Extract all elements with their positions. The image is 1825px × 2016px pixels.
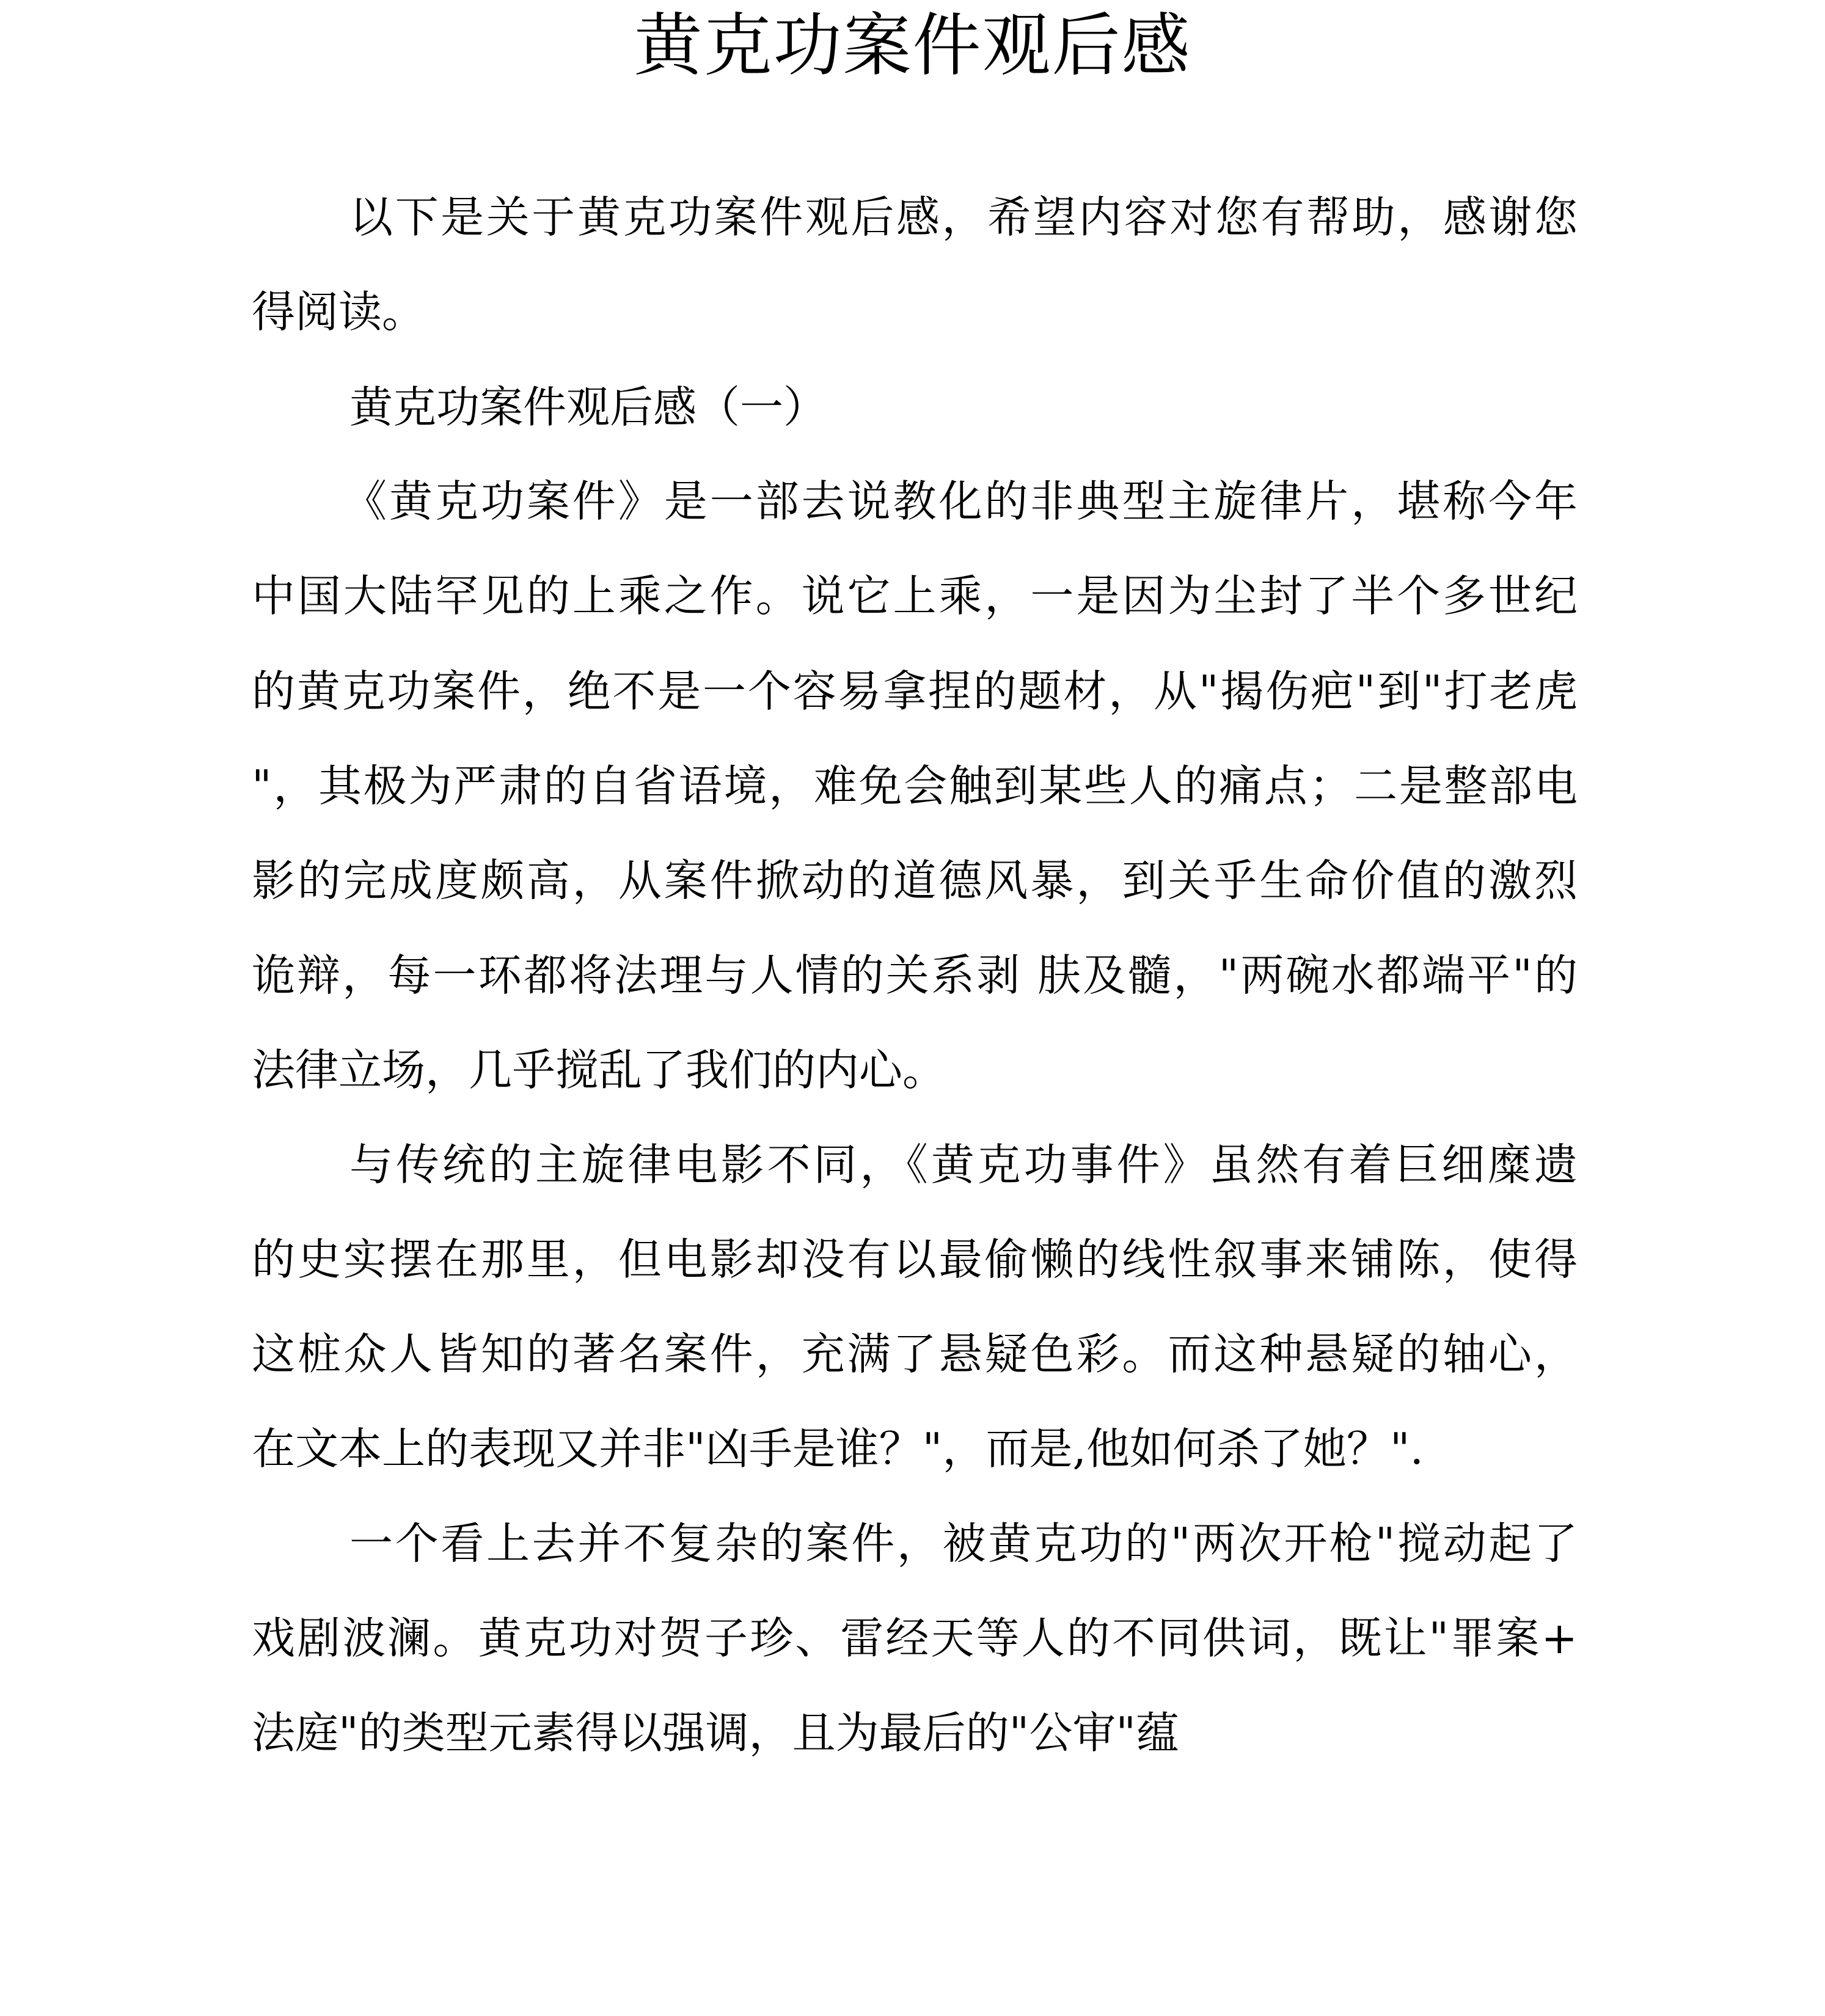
paragraph-3-line-2: 戏剧波澜。黄克功对贺子珍、雷经天等人的不同供词，既让"罪案+ xyxy=(252,1613,1578,1664)
paragraph-2-line-4: 在文本上的表现又并非"凶手是谁？"，而是,他如何杀了她？". xyxy=(252,1423,1424,1474)
paragraph-2-line-2: 的史实摆在那里，但电影却没有以最偷懒的线性叙事来铺陈，使得 xyxy=(252,1234,1578,1285)
paragraph-1-line-7: 法律立场，几乎搅乱了我们的内心。 xyxy=(252,1045,946,1095)
section-heading: 黄克功案件观后感（一） xyxy=(349,382,827,433)
paragraph-2-line-3: 这桩众人皆知的著名案件，充满了悬疑色彩。而这种悬疑的轴心， xyxy=(252,1329,1578,1379)
paragraph-2-line-1: 与传统的主旋律电影不同，《黄克功事件》虽然有着巨细糜遗 xyxy=(349,1139,1578,1190)
intro-line-1: 以下是关于黄克功案件观后感，希望内容对您有帮助，感谢您 xyxy=(349,192,1578,243)
document-title: 黄克功案件观后感 xyxy=(634,6,1191,86)
intro-line-2: 得阅读。 xyxy=(252,287,426,337)
paragraph-1-line-6: 诡辩，每一环都将法理与人情的关系剥 肤及髓，"两碗水都端平"的 xyxy=(252,950,1578,1001)
paragraph-1-line-4: "，其极为严肃的自省语境，难免会触到某些人的痛点；二是整部电 xyxy=(252,761,1578,811)
paragraph-1-line-5: 影的完成度颇高，从案件掀动的道德风暴，到关乎生命价值的激烈 xyxy=(252,855,1578,906)
paragraph-1-line-3: 的黄克功案件，绝不是一个容易拿捏的题材，从"揭伤疤"到"打老虎 xyxy=(252,666,1578,717)
paragraph-3-line-1: 一个看上去并不复杂的案件，被黄克功的"两次开枪"搅动起了 xyxy=(349,1518,1578,1569)
paragraph-1-line-2: 中国大陆罕见的上乘之作。说它上乘，一是因为尘封了半个多世纪 xyxy=(252,571,1578,621)
paragraph-1-line-1: 《黄克功案件》是一部去说教化的非典型主旋律片，堪称今年 xyxy=(343,476,1578,527)
paragraph-3-line-3: 法庭"的类型元素得以强调，且为最后的"公审"蕴 xyxy=(252,1707,1179,1758)
